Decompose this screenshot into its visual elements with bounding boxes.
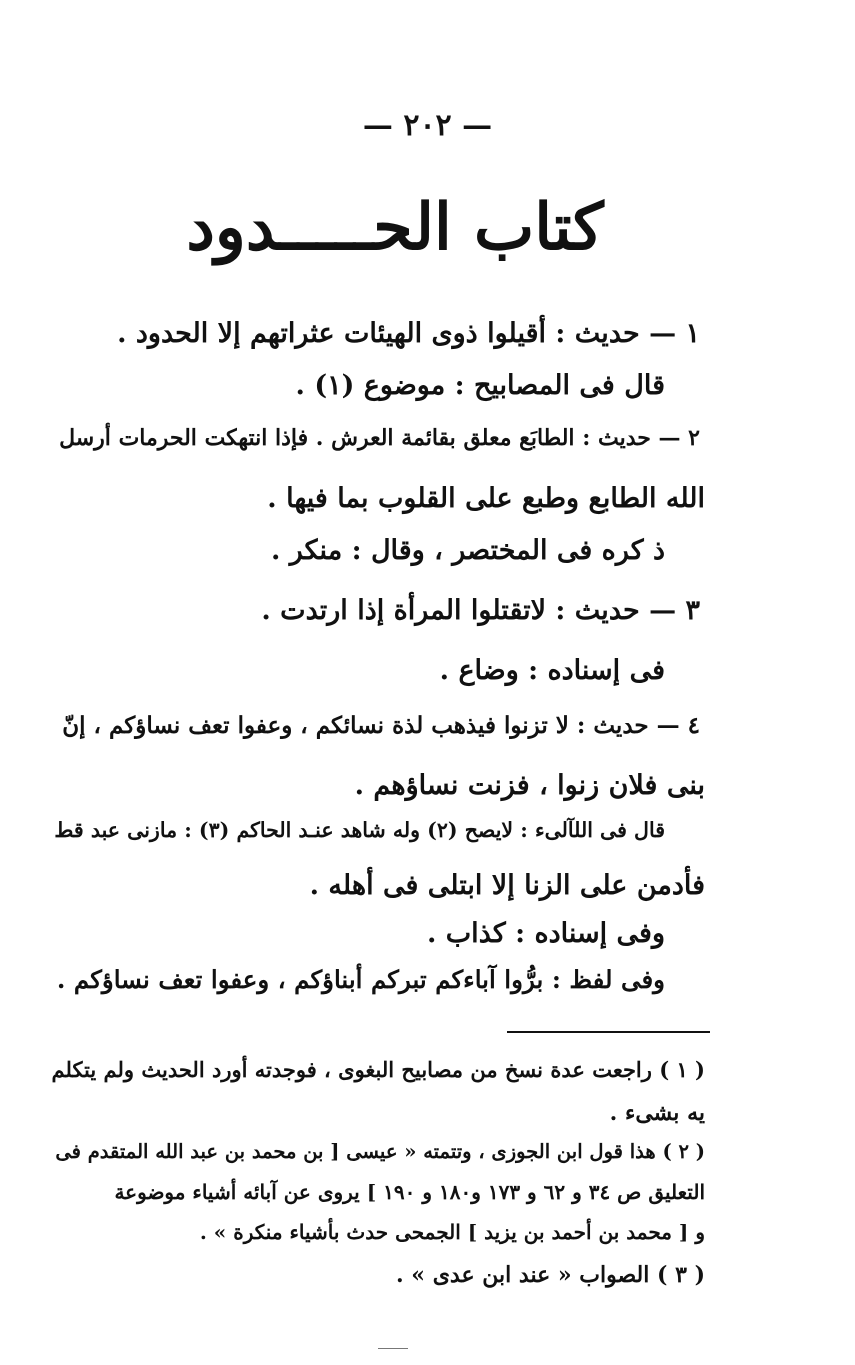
footnote-2-line-2: التعليق ص ٣٤ و ٦٢ و ١٧٣ و١٨٠ و ١٩٠ ] يروى عن آبائه أشياء موضوعة bbox=[114, 1180, 705, 1204]
footnote-separator bbox=[507, 1031, 710, 1033]
hadith-1-note: قال فى المصابيح : موضوع (١) . bbox=[295, 370, 665, 401]
chapter-title: كتاب الحـــــدود bbox=[186, 190, 604, 265]
hadith-4-note-line-1: قال فى اللآلىء : لايصح (٢) وله شاهد عنـد الحاكم (٣) : مازنى عبد قط bbox=[54, 818, 665, 842]
hadith-3-note: فى إسناده : وضاع . bbox=[439, 655, 665, 686]
footnote-3-line: ( ٣ ) الصواب « عند ابن عدى » . bbox=[395, 1262, 705, 1288]
hadith-4-line-2: بنى فلان زنوا ، فزنت نساؤهم . bbox=[354, 770, 705, 801]
hadith-3-line: ٣ — حديث : لاتقتلوا المرأة إذا ارتدت . bbox=[261, 595, 700, 626]
footnote-1-line-1: ( ١ ) راجعت عدة نسخ من مصابيح البغوى ، فوجدته أورد الحديث ولم يتكلم bbox=[51, 1057, 705, 1082]
hadith-4-isnad: وفى إسناده : كذاب . bbox=[426, 918, 665, 949]
footnote-1-line-2: يه بشىء . bbox=[609, 1100, 705, 1126]
footnote-2-line-1: ( ٢ ) هذا قول ابن الجوزى ، وتتمته « عيسى [ بن محمد بن عبد الله المتقدم فى bbox=[55, 1140, 705, 1163]
bottom-mark bbox=[378, 1348, 408, 1349]
hadith-4-line-1: ٤ — حديث : لا تزنوا فيذهب لذة نسائكم ، وعفوا تعف نساؤكم ، إنّ bbox=[62, 712, 700, 739]
hadith-4-note-line-2: فأدمن على الزنا إلا ابتلى فى أهله . bbox=[309, 870, 705, 901]
hadith-2-note: ذ كره فى المختصر ، وقال : منكر . bbox=[270, 535, 665, 566]
page-number: — ٢٠٢ — bbox=[362, 108, 493, 143]
hadith-2-line-2: الله الطابع وطبع على القلوب بما فيها . bbox=[267, 483, 705, 514]
footnote-2-line-3: و [ محمد بن أحمد بن يزيد ] الجمحى حدث بأشياء منكرة » . bbox=[199, 1220, 705, 1244]
hadith-2-line-1: ٢ — حديث : الطابَع معلق بقائمة العرش . فإذا انتهكت الحرمات أرسل bbox=[59, 425, 700, 451]
hadith-4-variant: وفى لفظ : برُّوا آباءكم تبركم أبناؤكم ، وعفوا تعف نساؤكم . bbox=[56, 965, 665, 994]
hadith-1-line: ١ — حديث : أقيلوا ذوى الهيئات عثراتهم إلا الحدود . bbox=[117, 318, 700, 349]
